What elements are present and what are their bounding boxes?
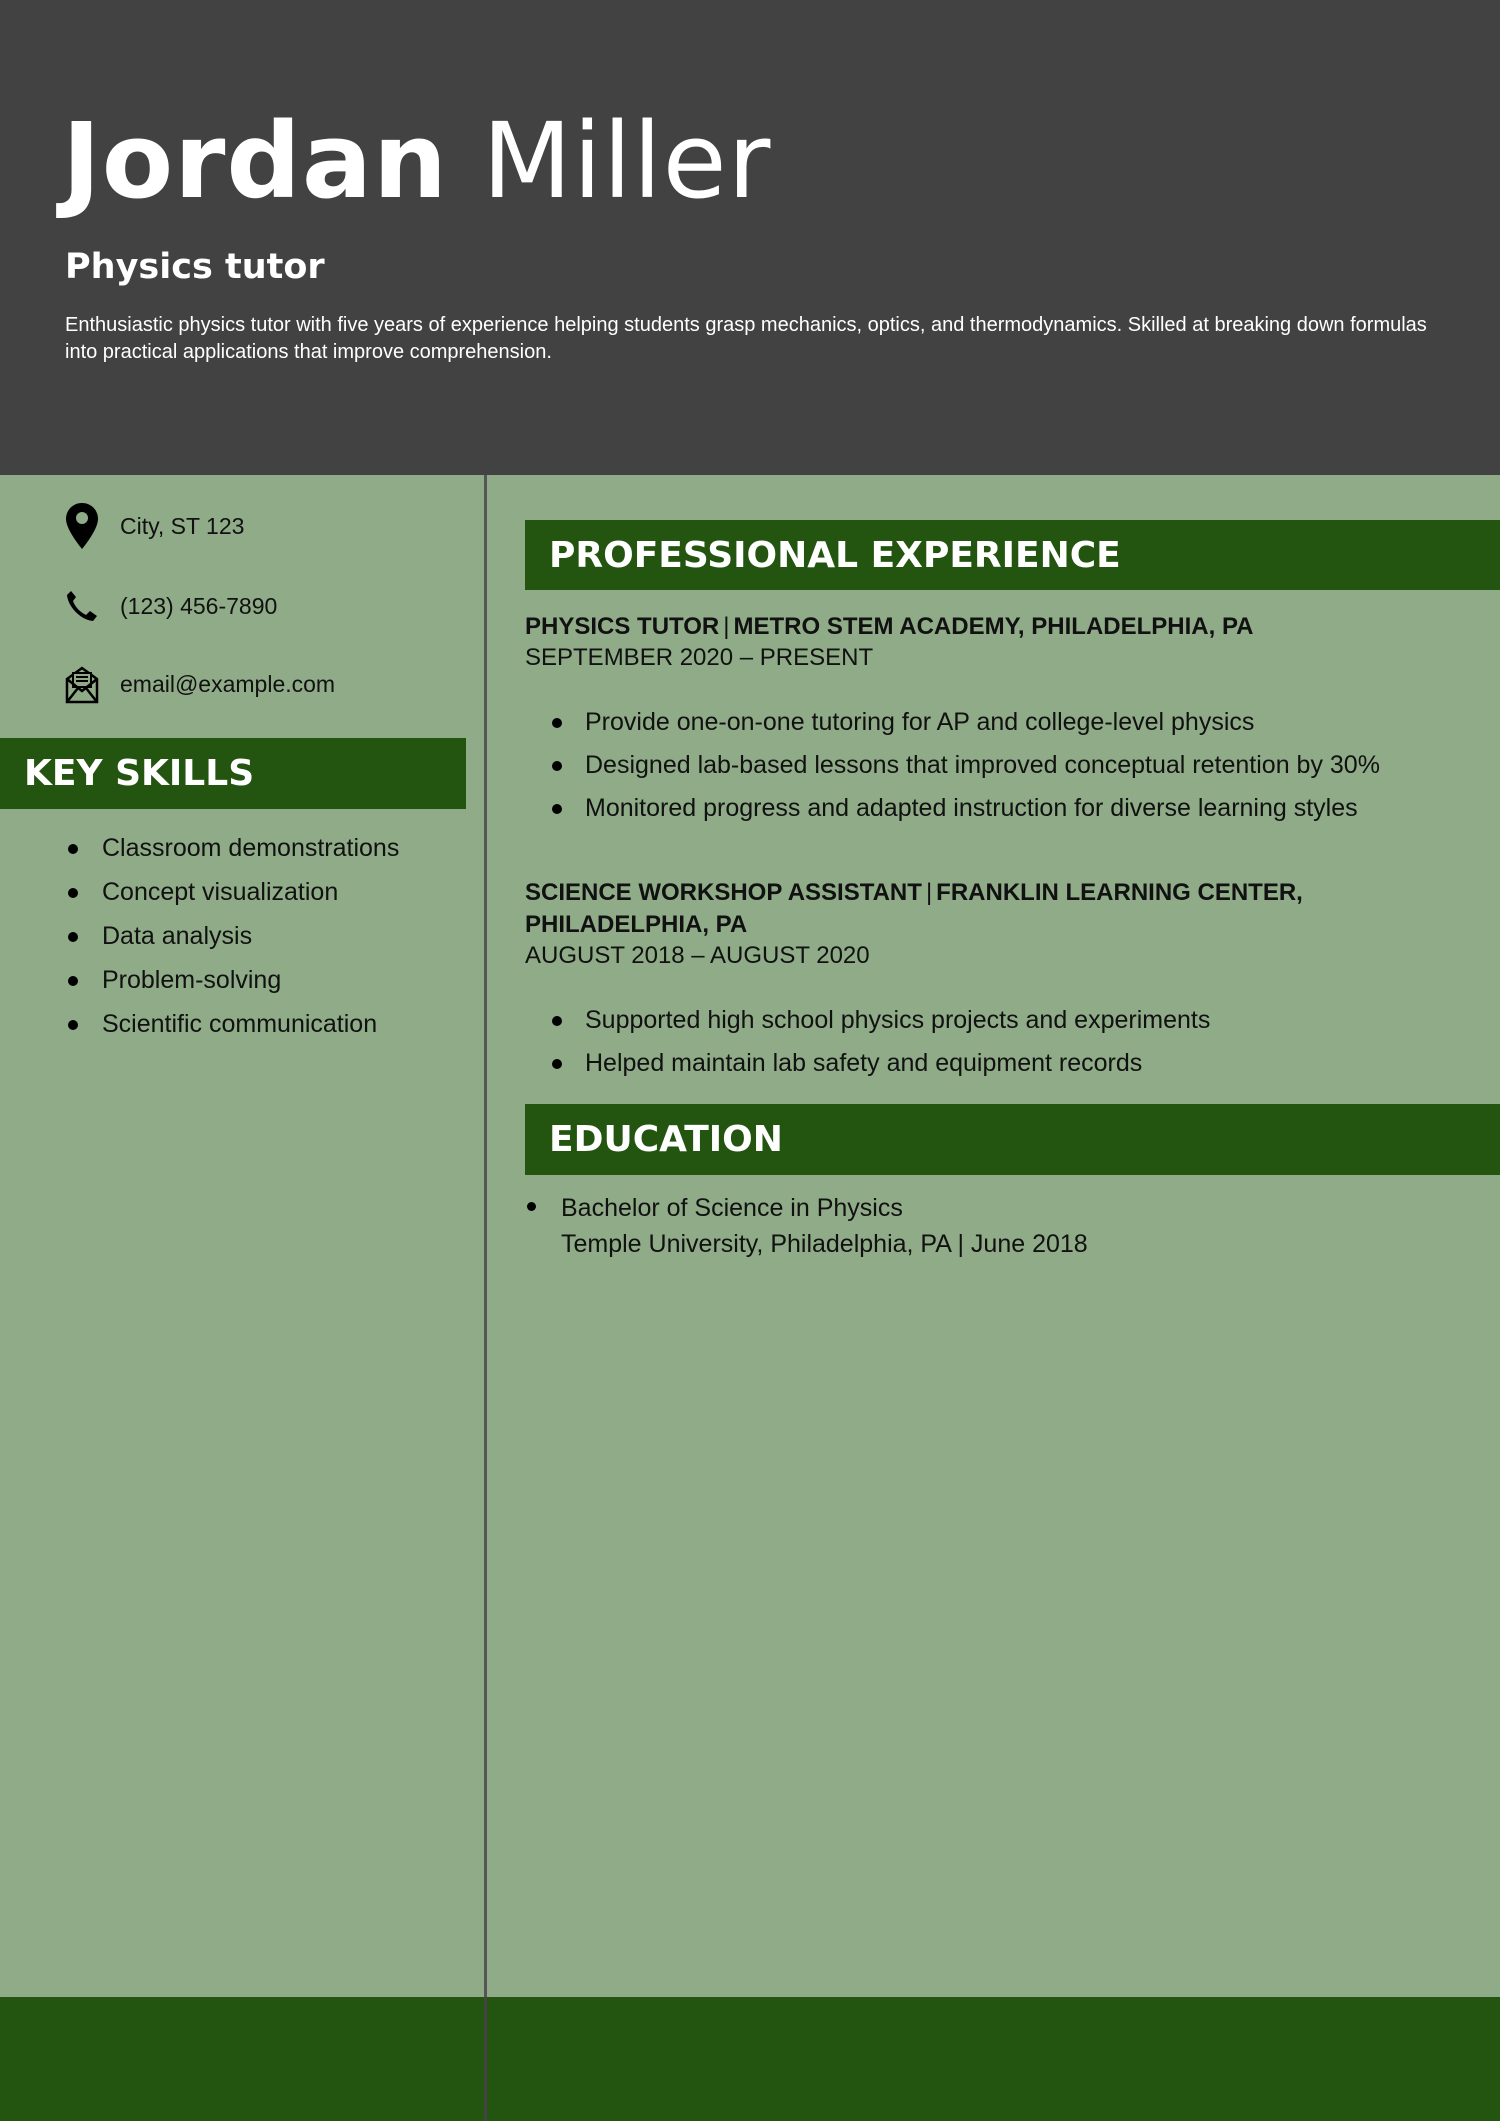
skill-item	[64, 1002, 399, 1046]
envelope-icon	[64, 660, 100, 708]
bullet-icon	[68, 976, 78, 986]
job-title: Physics tutor	[65, 247, 325, 287]
job-heading	[525, 877, 1445, 941]
contact-phone	[64, 582, 464, 630]
job-employer: FRANKLIN LEARNING CENTER, PHILADELPHIA, PA	[525, 879, 1303, 938]
skill-item	[64, 870, 399, 914]
key-skills-heading	[0, 738, 466, 809]
first-name: Jordan	[62, 100, 449, 222]
bullet-text: Provide one-on-one tutoring for AP and college-level physics	[585, 708, 1255, 736]
footer-divider	[484, 1997, 487, 2121]
separator: |	[925, 879, 933, 906]
professional-experience-heading	[525, 520, 1500, 590]
professional-summary: Enthusiastic physics tutor with five years of experience helping students grasp mechanics, optics, and thermodynamics. Skilled at breaking down formulas into practical applications that improve comprehension.	[65, 314, 1427, 363]
bullet-icon	[552, 1016, 562, 1026]
column-divider	[484, 475, 487, 2121]
resume-header	[0, 0, 1500, 475]
bullet-icon	[68, 932, 78, 942]
job-bullet	[525, 1042, 1445, 1085]
skill-text: Problem-solving	[102, 966, 282, 994]
phone-text: (123) 456-7890	[120, 592, 278, 619]
contact-location	[64, 502, 464, 550]
footer-band	[0, 1997, 1500, 2121]
job-dates: SEPTEMBER 2020 – PRESENT	[525, 644, 874, 671]
contact-email	[64, 660, 464, 708]
key-skills-heading-text: KEY SKILLS	[24, 753, 255, 794]
education-details: Temple University, Philadelphia, PA | June 2018	[561, 1230, 1088, 1258]
email-text: email@example.com	[120, 670, 336, 697]
bullet-icon	[68, 844, 78, 854]
bullet-icon	[552, 1059, 562, 1069]
job-bullet	[525, 787, 1445, 830]
job-bullet	[525, 744, 1445, 787]
professional-experience-heading-text: PROFESSIONAL EXPERIENCE	[549, 534, 1121, 576]
bullet-text: Monitored progress and adapted instruction for diverse learning styles	[585, 794, 1358, 822]
location-text: City, ST 123	[120, 512, 245, 539]
bullet-text: Supported high school physics projects and experiments	[585, 1006, 1211, 1034]
job-bullet	[525, 701, 1445, 744]
bullet-icon	[552, 718, 562, 728]
skill-text: Concept visualization	[102, 878, 339, 906]
skill-item	[64, 826, 399, 870]
bullet-icon	[527, 1202, 536, 1211]
bullet-icon	[552, 761, 562, 771]
job-role: PHYSICS TUTOR	[525, 613, 720, 640]
job-entry	[525, 877, 1445, 1085]
skill-item	[64, 914, 399, 958]
degree: Bachelor of Science in Physics	[561, 1194, 903, 1222]
bullet-text: Designed lab-based lessons that improved conceptual retention by 30%	[585, 751, 1380, 779]
skill-item	[64, 958, 399, 1002]
job-heading	[525, 611, 1445, 643]
education-list	[525, 1190, 1445, 1262]
phone-icon	[64, 582, 100, 630]
last-name: Miller	[482, 100, 772, 222]
job-role: SCIENCE WORKSHOP ASSISTANT	[525, 879, 922, 906]
full-name	[62, 100, 772, 222]
job-bullets	[525, 999, 1445, 1085]
bullet-icon	[68, 888, 78, 898]
skill-text: Scientific communication	[102, 1010, 378, 1038]
skill-text: Classroom demonstrations	[102, 834, 400, 862]
education-heading	[525, 1104, 1500, 1175]
separator: |	[723, 613, 730, 640]
bullet-icon	[68, 1020, 78, 1030]
job-dates: AUGUST 2018 – AUGUST 2020	[525, 942, 870, 969]
map-pin-icon	[64, 502, 100, 550]
job-entry	[525, 611, 1445, 830]
job-employer: METRO STEM ACADEMY, PHILADELPHIA, PA	[733, 613, 1254, 640]
education-heading-text: EDUCATION	[549, 1119, 783, 1160]
job-bullets	[525, 701, 1445, 830]
skill-text: Data analysis	[102, 922, 253, 950]
bullet-icon	[552, 804, 562, 814]
education-item	[525, 1190, 1445, 1262]
key-skills-list	[64, 826, 399, 1046]
job-bullet	[525, 999, 1445, 1042]
bullet-text: Helped maintain lab safety and equipment records	[585, 1049, 1143, 1077]
